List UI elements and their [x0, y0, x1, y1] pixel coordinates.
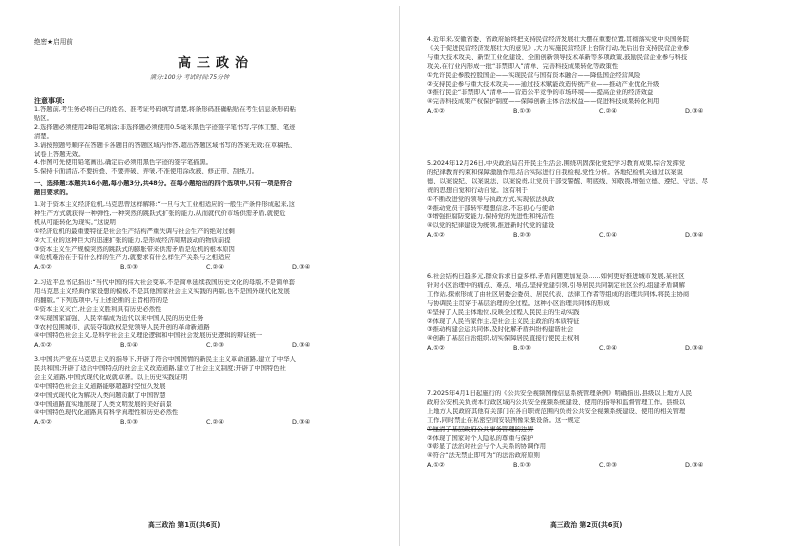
option-b: B.①③ — [513, 461, 531, 470]
question-7 — [427, 390, 792, 470]
question-item: ①厘清了基层政府公共事务管理的边界 — [427, 425, 534, 433]
question-stem: 4.近年来,安徽省委、省政府始终把支持民营经济发展壮大摆在重要位置,贯彻落实党中央国务院 — [427, 36, 689, 43]
notice-list — [34, 106, 389, 177]
secret-label: 绝密★启用前 — [34, 38, 73, 46]
page-title: 高三政治 — [178, 56, 255, 71]
question-stem: 与协调民主贯穿于基层治理的全过程。这种小区治理共同体的形成 — [427, 299, 610, 307]
question-stem: 攻关,在行业内形成一批“非禁即入”清单、完善科技成果转化等政策性 — [427, 62, 619, 70]
question-item: ①允许民企参股控股国企——实现民营与国有资本融合——降低国企经营风险 — [427, 71, 641, 79]
question-item: ②实现国家富强、人民幸福成为近代以来中国人民的历史任务 — [34, 314, 204, 322]
question-item: ④中国特色社会主义,是科学社会主义理论逻辑和中国社会发展历史逻辑的辩证统一 — [34, 332, 263, 340]
notice-line: 清楚。 — [34, 132, 53, 140]
answer-options — [34, 341, 389, 350]
question-stem: 民共和国;开辟了适合中国特点的社会主义改造道路,建立了社会主义制度;开辟了中国特色社 — [34, 364, 286, 372]
question-item: ④危机难治在于有什么样的生产力,就要求有什么样生产关系与之相适应 — [34, 254, 231, 262]
question-item: ①不断改进党的领导与执政方式,实现依法执政 — [427, 195, 555, 203]
option-c: C.②③ — [599, 461, 617, 470]
question-stem: 机从可能转化为现实。”这说明 — [34, 218, 116, 226]
option-c: C.②④ — [599, 107, 617, 116]
option-a: A.①② — [34, 341, 52, 350]
answer-options — [427, 344, 792, 353]
question-stem: 的纪律教育约束和保障激励作用,结合实际进行自我检视,党性分析。各地纪检机关通过以案说 — [427, 168, 683, 176]
question-item: ①坚持了人民主体地位,反映全过程人民民主的生动实践 — [427, 308, 580, 316]
question-item: ②推动党员干部转牢理想信念,不忘初心与使命 — [427, 204, 555, 212]
notice-line: 试卷上答题无效。 — [34, 150, 85, 158]
question-stem: 《关于促进民营经济发展壮大的意见》,大力实施民营经济上台阶行动,先后出台支持民营企业参 — [427, 44, 690, 52]
notice-heading: 注意事项: — [34, 97, 65, 105]
option-a: A.①② — [34, 418, 52, 427]
option-d: D.③④ — [685, 107, 704, 116]
option-a: A.①② — [427, 231, 445, 240]
question-item: ④中国特色现代化道路具有科学真理性和历史必然性 — [34, 409, 179, 417]
question-item: ③资本主义生产规模突然的跳跃式的膨胀带来供需矛盾是危机的根本原因 — [34, 245, 235, 253]
question-stem: 3.中国共产党在马克思主义的指导下,开辟了符合中国国情的新民主主义革命道路,建立了中华人 — [34, 356, 296, 363]
question-stem: 责的思想自觉和行动自觉。这有利于 — [427, 186, 528, 194]
question-item: ②体现了国家对个人隐私的尊重与保护 — [427, 434, 534, 442]
question-item: ①中国特色社会主义道路能够超越时空恒久发展 — [34, 382, 166, 390]
option-d: D.③④ — [292, 341, 311, 350]
question-stem: 工作,同时禁止在私密空间安装图像采集设备。这一规定 — [427, 416, 581, 424]
question-5 — [427, 160, 792, 240]
question-stem: 上地方人民政府其他有关部门在各自职责范围内负责公共安全视频系统建设、使用的相关管理 — [427, 407, 686, 415]
question-item: ②体现了人民当家作主,是社会主义民主政治的本质特征 — [427, 317, 580, 325]
question-stem: 7.2025年4月1日起施行的《公共安全视频图像信息系统管理条例》明确指出,县级以上地方人民 — [427, 390, 693, 397]
page-footer: 高三政治 第1页(共6页) — [148, 521, 221, 529]
option-b: B.①③ — [513, 344, 531, 353]
question-stem: 的翻版。”下列选项中,与上述论断的主旨相符的是 — [34, 296, 169, 304]
question-1 — [34, 201, 389, 272]
option-a: A.①② — [34, 263, 52, 272]
option-b: B.①③ — [513, 107, 531, 116]
question-stem: 政府公安机关负责本行政区域内公共安全视频系统建设、使用的指导和监督管理工作。县级以 — [427, 398, 686, 406]
notice-line: 2.选择题必须使用2B铅笔填涂;非选择题必须使用0.5毫米黑色字迹签字笔书写,字体工整、笔迹 — [34, 123, 296, 131]
answer-options — [34, 418, 389, 427]
answer-options — [34, 263, 389, 272]
page-2 — [400, 0, 800, 554]
question-stem: 种生产方式就获得一种弹性,一种突然的跳跃式扩张的能力,从而就代价市场供需矛盾,就使危 — [34, 209, 286, 217]
option-a: A.①② — [427, 344, 445, 353]
option-d: D.③④ — [292, 418, 311, 427]
question-2 — [34, 279, 389, 350]
question-stem: 针对小区治理中的痛点、难点、堵点,坚持党建引领,引导居民共同制定社区公约,组建矛盾调解 — [427, 281, 685, 289]
notice-line: 5.保持卡面清洁,不要折叠、不要弄破、弄皱,不准使用涂改液、修正带、刮纸刀。 — [34, 168, 259, 176]
question-item: ③中国道路直实地展现了人类文明发展的美好前景 — [34, 400, 172, 408]
question-4 — [427, 36, 792, 116]
page-footer: 高三政治 第2页(共6页) — [550, 521, 623, 529]
question-item: ④以党的纪律建设为统领,推进新时代党的建设 — [427, 222, 555, 230]
question-item: ①经济危机的最重要特征是社会生产结构严重失调与社会生产的绝对过剩 — [34, 227, 235, 235]
question-item: ②中国式现代化为解决人类问题贡献了中国智慧 — [34, 391, 166, 399]
question-stem: 用马克思主义经典作家设想的模板,不是其他国家社会主义实践的再版,也不是国外现代化发展 — [34, 287, 290, 295]
question-stem: 会主义道路,中国式现代化成就卓著。以上历史实践证明 — [34, 373, 188, 381]
question-stem: 德、以案说纪、以案说法、以案说责,让党员干部受警醒、明底线、知敬畏,增强立德、遵纪、守法、尽 — [427, 177, 709, 185]
question-item: ①资本主义灭亡,社会主义胜利具有历史必然性 — [34, 305, 162, 313]
question-item: ③推行民企“非禁即入”清单——营造公平竞争的市场环境——提高企业的经济效益 — [427, 89, 654, 97]
question-item: ④完善科技成果产权保护制度——保障创新主体合法权益——促进科技成果转化利用 — [427, 98, 660, 106]
question-stem: 工作站,探索形成了由社区居委会委员、居民代表、法律工作者等组成的治理共同体,将民主协商 — [427, 290, 690, 298]
option-b: B.①④ — [120, 341, 138, 350]
question-item: ③增强拒腐防变能力,保持党的先进性和纯洁性 — [427, 213, 555, 221]
notice-line: 贴区。 — [34, 114, 53, 122]
question-stem: 2.习近平总书记指出:“当代中国的伟大社会变革,不是简单延续我国历史文化的母版,不是简单套 — [34, 279, 295, 286]
option-c: C.②④ — [206, 418, 224, 427]
notice-line: 3.请按照题号顺序在答题卡各题目的答题区域内作答,超出答题区域书写的答案无效;在草稿纸、 — [34, 141, 297, 149]
option-b: B.①③ — [120, 263, 138, 272]
option-a: A.①② — [427, 461, 445, 470]
option-c: C.②③ — [206, 341, 224, 350]
option-a: A.①② — [427, 107, 445, 116]
question-item: ④创新了基层自治组织,切实保障居民直接行使民主权利 — [427, 335, 580, 343]
question-3 — [34, 356, 389, 427]
notice-line: 4.作图可先使用铅笔画出,确定后必须用黑色字迹的签字笔描黑。 — [34, 159, 213, 167]
notice-line: 1.答题前,考生务必将自己的姓名、准考证号码填写清楚,将条形码准确粘贴在考生信息条形码粘 — [34, 106, 296, 113]
question-item: ②支持民企参与重大技术攻关——通过技术赋能改造传统产业——推动产业优化升级 — [427, 80, 660, 88]
question-stem: 与重大技术攻关、新型工业化建设、全面创新领导技术革新等多项政策,鼓励民营企业参与科技 — [427, 53, 688, 61]
option-c: C.②④ — [206, 263, 224, 272]
question-item: ②大工业的这种巨大的迅速扩张的能力,是形成经济周期波动的物质前提 — [34, 236, 231, 244]
question-item: ④符合“法无禁止即可为”的法治政府原则 — [427, 452, 540, 460]
question-item: ③推动构建会运共同体,及时化解矛盾纠纷构建谐社会 — [427, 326, 574, 334]
option-d: D.③④ — [685, 231, 704, 240]
option-b: B.②③ — [513, 231, 531, 240]
exam-meta: 满分:100分 考试时间:75分钟 — [150, 74, 230, 81]
option-d: D.③④ — [292, 263, 311, 272]
question-stem: 6.社会结构日趋多元,群众诉求日益多样,矛盾问题更加复杂……如何更好推进城市发展,某社区 — [427, 273, 685, 280]
option-c: C.①④ — [599, 231, 617, 240]
section-heading: 一、选择题:本题共16小题,每小题3分,共48分。在每小题给出的四个选项中,只有一项是符合 题目要求的。 — [34, 180, 293, 196]
answer-options — [427, 231, 792, 240]
question-stem: 1.对于资本主义经济危机,马克思曾这样解释:“一旦与大工业相适应的一般生产条件形成起来,这 — [34, 201, 295, 208]
option-b: B.①③ — [120, 418, 138, 427]
question-item: ③彰显了法治对社会与个人关系的协调作用 — [427, 443, 546, 451]
option-d: D.③④ — [685, 344, 704, 353]
question-item: ③农村包围城市、武装夺取政权是党领导人民开创的革命新道路 — [34, 323, 210, 331]
question-6 — [427, 273, 792, 353]
question-stem: 5.2024年12月26日,中央政治局召开民主生活会,围绕巩固深化党纪学习教育成果,综合发挥党 — [427, 160, 686, 167]
answer-options — [427, 107, 792, 116]
option-c: C.②④ — [599, 344, 617, 353]
option-d: D.③④ — [685, 461, 704, 470]
answer-options — [427, 461, 792, 470]
